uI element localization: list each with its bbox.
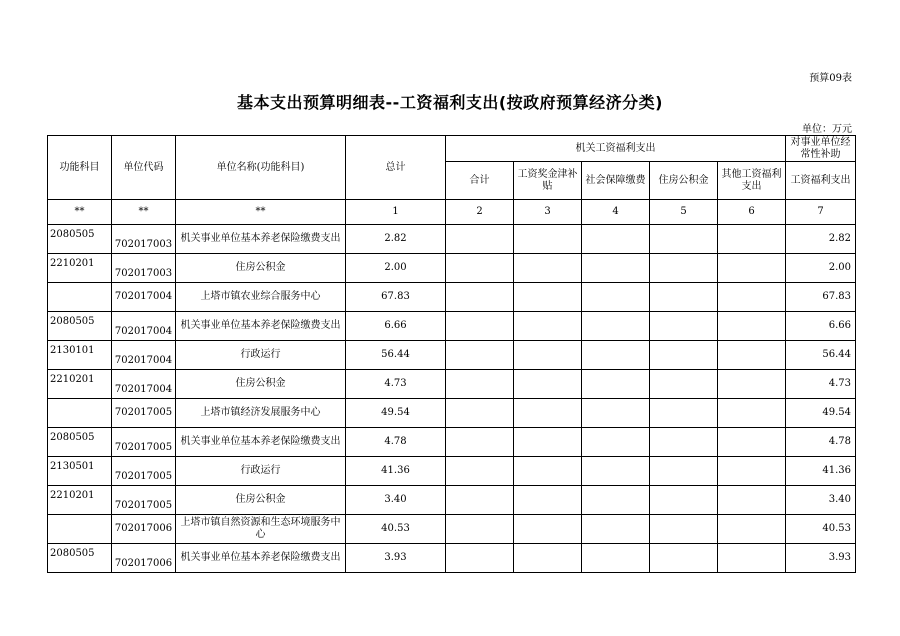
empty-cell bbox=[718, 312, 786, 341]
empty-cell bbox=[446, 312, 514, 341]
subsidy-cell: 49.54 bbox=[786, 399, 856, 428]
index-cell: ** bbox=[176, 200, 346, 225]
empty-cell bbox=[446, 544, 514, 573]
unit-name-cell: 住房公积金 bbox=[176, 486, 346, 515]
total-cell: 4.73 bbox=[346, 370, 446, 399]
empty-cell bbox=[514, 225, 582, 254]
total-cell: 2.00 bbox=[346, 254, 446, 283]
table-row bbox=[48, 341, 856, 370]
func-code-cell: 2080505 bbox=[48, 428, 112, 457]
table-row bbox=[48, 544, 856, 573]
func-code-cell: 2210201 bbox=[48, 370, 112, 399]
empty-cell bbox=[650, 486, 718, 515]
empty-cell bbox=[650, 544, 718, 573]
total-cell: 67.83 bbox=[346, 283, 446, 312]
empty-cell bbox=[514, 544, 582, 573]
empty-cell bbox=[582, 254, 650, 283]
empty-cell bbox=[582, 341, 650, 370]
page-title: 基本支出预算明细表--工资福利支出(按政府预算经济分类) bbox=[237, 93, 663, 112]
empty-cell bbox=[446, 428, 514, 457]
total-cell: 56.44 bbox=[346, 341, 446, 370]
header-group: 机关工资福利支出 bbox=[446, 136, 786, 162]
index-cell: 2 bbox=[446, 200, 514, 225]
subsidy-cell: 2.00 bbox=[786, 254, 856, 283]
subsidy-cell: 4.73 bbox=[786, 370, 856, 399]
total-cell: 41.36 bbox=[346, 457, 446, 486]
func-code-cell bbox=[48, 399, 112, 428]
empty-cell bbox=[650, 515, 718, 544]
empty-cell bbox=[446, 370, 514, 399]
header-total: 总计 bbox=[346, 136, 446, 200]
table-body bbox=[48, 225, 856, 573]
unit-name-cell: 上塔市镇农业综合服务中心 bbox=[176, 283, 346, 312]
subsidy-cell: 56.44 bbox=[786, 341, 856, 370]
unit-name-cell: 机关事业单位基本养老保险缴费支出 bbox=[176, 428, 346, 457]
empty-cell bbox=[514, 486, 582, 515]
empty-cell bbox=[718, 544, 786, 573]
table-row bbox=[48, 283, 856, 312]
table-row bbox=[48, 312, 856, 341]
index-cell: 6 bbox=[718, 200, 786, 225]
total-cell: 49.54 bbox=[346, 399, 446, 428]
index-cell: 4 bbox=[582, 200, 650, 225]
empty-cell bbox=[514, 341, 582, 370]
subsidy-cell: 3.93 bbox=[786, 544, 856, 573]
empty-cell bbox=[582, 399, 650, 428]
header-sub: 社会保障缴费 bbox=[582, 162, 650, 200]
unit-name-cell: 机关事业单位基本养老保险缴费支出 bbox=[176, 312, 346, 341]
unit-code-cell: 702017004 bbox=[112, 312, 176, 341]
func-code-cell: 2130501 bbox=[48, 457, 112, 486]
unit-code-cell: 702017005 bbox=[112, 428, 176, 457]
empty-cell bbox=[582, 515, 650, 544]
table-row bbox=[48, 486, 856, 515]
unit-code-cell: 702017004 bbox=[112, 370, 176, 399]
empty-cell bbox=[718, 457, 786, 486]
table-row bbox=[48, 225, 856, 254]
index-cell: ** bbox=[48, 200, 112, 225]
header-sub: 住房公积金 bbox=[650, 162, 718, 200]
empty-cell bbox=[582, 312, 650, 341]
empty-cell bbox=[718, 283, 786, 312]
unit-name-cell: 行政运行 bbox=[176, 457, 346, 486]
empty-cell bbox=[446, 457, 514, 486]
total-cell: 6.66 bbox=[346, 312, 446, 341]
table-row bbox=[48, 457, 856, 486]
subsidy-cell: 2.82 bbox=[786, 225, 856, 254]
index-cell: 5 bbox=[650, 200, 718, 225]
empty-cell bbox=[718, 428, 786, 457]
empty-cell bbox=[718, 486, 786, 515]
empty-cell bbox=[650, 341, 718, 370]
header-func: 功能科目 bbox=[48, 136, 112, 200]
empty-cell bbox=[582, 225, 650, 254]
unit-code-cell: 702017004 bbox=[112, 283, 176, 312]
header-sub: 其他工资福利支出 bbox=[718, 162, 786, 200]
empty-cell bbox=[446, 486, 514, 515]
unit-code-cell: 702017005 bbox=[112, 486, 176, 515]
table-row bbox=[48, 515, 856, 544]
empty-cell bbox=[650, 225, 718, 254]
func-code-cell: 2210201 bbox=[48, 486, 112, 515]
empty-cell bbox=[582, 370, 650, 399]
empty-cell bbox=[718, 341, 786, 370]
empty-cell bbox=[650, 457, 718, 486]
budget-table bbox=[47, 135, 856, 573]
subsidy-cell: 4.78 bbox=[786, 428, 856, 457]
empty-cell bbox=[582, 428, 650, 457]
empty-cell bbox=[650, 399, 718, 428]
subsidy-cell: 3.40 bbox=[786, 486, 856, 515]
unit-code-cell: 702017003 bbox=[112, 225, 176, 254]
empty-cell bbox=[582, 283, 650, 312]
empty-cell bbox=[650, 370, 718, 399]
empty-cell bbox=[718, 254, 786, 283]
empty-cell bbox=[514, 312, 582, 341]
empty-cell bbox=[650, 312, 718, 341]
subsidy-cell: 6.66 bbox=[786, 312, 856, 341]
func-code-cell: 2080505 bbox=[48, 225, 112, 254]
empty-cell bbox=[582, 457, 650, 486]
empty-cell bbox=[446, 341, 514, 370]
total-cell: 3.93 bbox=[346, 544, 446, 573]
empty-cell bbox=[650, 428, 718, 457]
header-sub: 合计 bbox=[446, 162, 514, 200]
header-name: 单位名称(功能科目) bbox=[176, 136, 346, 200]
unit-name-cell: 行政运行 bbox=[176, 341, 346, 370]
unit-code-cell: 702017003 bbox=[112, 254, 176, 283]
empty-cell bbox=[446, 225, 514, 254]
empty-cell bbox=[718, 515, 786, 544]
index-cell: ** bbox=[112, 200, 176, 225]
unit-name-cell: 机关事业单位基本养老保险缴费支出 bbox=[176, 225, 346, 254]
empty-cell bbox=[582, 486, 650, 515]
empty-cell bbox=[718, 225, 786, 254]
index-cell: 7 bbox=[786, 200, 856, 225]
unit-code-cell: 702017005 bbox=[112, 457, 176, 486]
empty-cell bbox=[514, 428, 582, 457]
func-code-cell: 2080505 bbox=[48, 544, 112, 573]
header-sub: 工资奖金津补贴 bbox=[514, 162, 582, 200]
subsidy-cell: 40.53 bbox=[786, 515, 856, 544]
empty-cell bbox=[650, 254, 718, 283]
empty-cell bbox=[514, 370, 582, 399]
unit-name-cell: 住房公积金 bbox=[176, 370, 346, 399]
empty-cell bbox=[514, 283, 582, 312]
header-subsidy-group: 对事业单位经常性补助 bbox=[786, 136, 856, 162]
table-row bbox=[48, 370, 856, 399]
subsidy-cell: 67.83 bbox=[786, 283, 856, 312]
total-cell: 4.78 bbox=[346, 428, 446, 457]
subsidy-cell: 41.36 bbox=[786, 457, 856, 486]
empty-cell bbox=[514, 457, 582, 486]
empty-cell bbox=[446, 399, 514, 428]
unit-name-cell: 上塔市镇经济发展服务中心 bbox=[176, 399, 346, 428]
empty-cell bbox=[718, 399, 786, 428]
unit-code-cell: 702017005 bbox=[112, 399, 176, 428]
unit-name-cell: 上塔市镇自然资源和生态环境服务中心 bbox=[176, 515, 346, 544]
empty-cell bbox=[446, 254, 514, 283]
func-code-cell bbox=[48, 515, 112, 544]
header-code: 单位代码 bbox=[112, 136, 176, 200]
table-row bbox=[48, 399, 856, 428]
total-cell: 2.82 bbox=[346, 225, 446, 254]
empty-cell bbox=[718, 370, 786, 399]
unit-name-cell: 住房公积金 bbox=[176, 254, 346, 283]
unit-code-cell: 702017006 bbox=[112, 544, 176, 573]
unit-label: 单位：万元 bbox=[802, 124, 852, 135]
form-number: 预算09表 bbox=[809, 73, 852, 84]
empty-cell bbox=[514, 254, 582, 283]
empty-cell bbox=[446, 283, 514, 312]
func-code-cell: 2080505 bbox=[48, 312, 112, 341]
table-row bbox=[48, 254, 856, 283]
unit-code-cell: 702017004 bbox=[112, 341, 176, 370]
unit-code-cell: 702017006 bbox=[112, 515, 176, 544]
index-cell: 1 bbox=[346, 200, 446, 225]
empty-cell bbox=[582, 544, 650, 573]
total-cell: 3.40 bbox=[346, 486, 446, 515]
index-cell: 3 bbox=[514, 200, 582, 225]
empty-cell bbox=[514, 515, 582, 544]
empty-cell bbox=[650, 283, 718, 312]
unit-name-cell: 机关事业单位基本养老保险缴费支出 bbox=[176, 544, 346, 573]
empty-cell bbox=[514, 399, 582, 428]
func-code-cell: 2210201 bbox=[48, 254, 112, 283]
func-code-cell bbox=[48, 283, 112, 312]
table-row bbox=[48, 428, 856, 457]
total-cell: 40.53 bbox=[346, 515, 446, 544]
empty-cell bbox=[446, 515, 514, 544]
header-sub: 工资福利支出 bbox=[786, 162, 856, 200]
func-code-cell: 2130101 bbox=[48, 341, 112, 370]
